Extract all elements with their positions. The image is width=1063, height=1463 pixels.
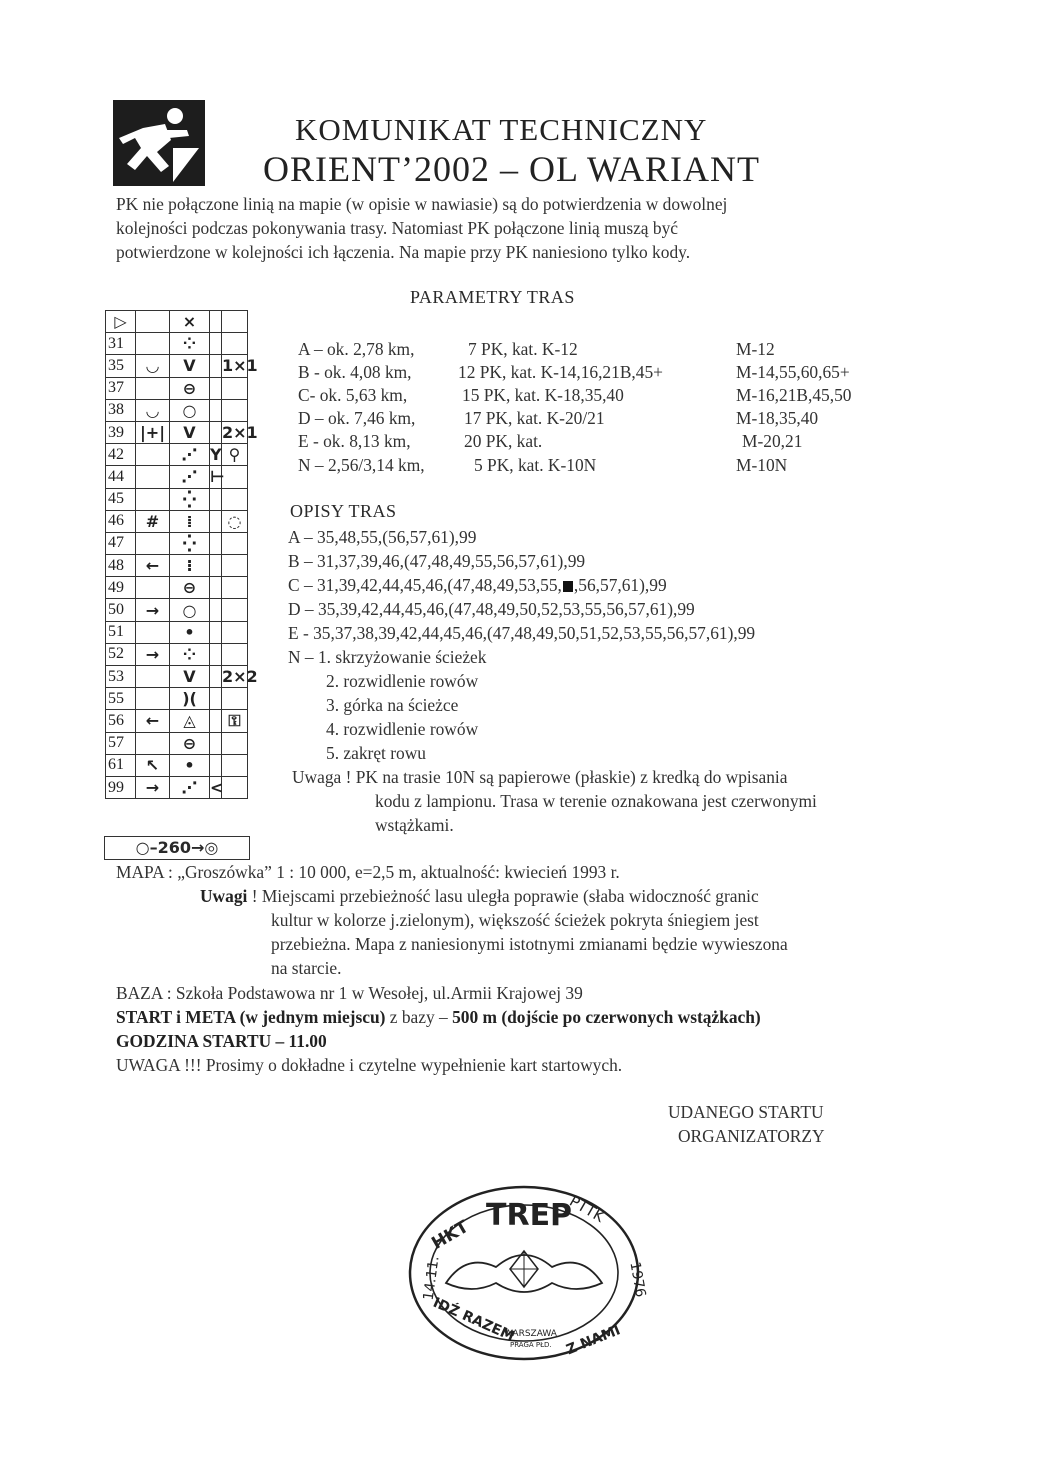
control-code: 52 bbox=[106, 643, 136, 665]
start-distance-bold: 500 m (dojście po czerwonych wstążkach) bbox=[452, 1007, 761, 1027]
finish-distance-row: ○–260→◎ bbox=[104, 836, 250, 860]
description-symbol-c2: ⋰ bbox=[170, 466, 210, 488]
description-symbol-c1: ← bbox=[136, 710, 170, 732]
opisy-title: OPISY TRAS bbox=[290, 501, 397, 521]
control-code: 45 bbox=[106, 488, 136, 510]
uwagi-first-line bbox=[200, 886, 759, 907]
control-code: 39 bbox=[106, 421, 136, 443]
description-symbol-c3 bbox=[210, 532, 222, 554]
black-square-icon bbox=[563, 581, 573, 592]
control-code: 38 bbox=[106, 399, 136, 421]
uwagi-label: Uwagi bbox=[200, 886, 248, 906]
route-description: D – 35,39,42,44,45,46,(47,48,49,50,52,53,55,56,57,61),99 bbox=[288, 599, 695, 619]
description-symbol-c1 bbox=[136, 488, 170, 510]
route-description: N – 1. skrzyżowanie ścieżek bbox=[288, 647, 487, 667]
control-description-row bbox=[106, 532, 248, 554]
description-symbol-c1 bbox=[136, 621, 170, 643]
route-description: B – 31,37,39,46,(47,48,49,55,56,57,61),99 bbox=[288, 551, 586, 571]
route-description bbox=[288, 575, 667, 596]
description-symbol-c2: ⋰ bbox=[170, 776, 210, 798]
closing-line: UDANEGO STARTU bbox=[668, 1102, 824, 1122]
description-symbol-c1: # bbox=[136, 510, 170, 532]
stamp-city: WARSZAWA bbox=[504, 1329, 557, 1339]
description-symbol-c4 bbox=[222, 599, 248, 621]
description-symbol-c2: ⊖ bbox=[170, 732, 210, 754]
description-symbol-c2: V bbox=[170, 421, 210, 443]
orienteering-logo-icon bbox=[113, 100, 205, 186]
description-symbol-c1: → bbox=[136, 643, 170, 665]
description-symbol-c4 bbox=[222, 399, 248, 421]
route-length: A – ok. 2,78 km, bbox=[298, 339, 415, 359]
control-code: 37 bbox=[106, 377, 136, 399]
description-symbol-c3 bbox=[210, 666, 222, 688]
description-symbol-c2: ⋰ bbox=[170, 444, 210, 466]
description-symbol-c2: )( bbox=[170, 688, 210, 710]
control-code: 56 bbox=[106, 710, 136, 732]
control-code: 61 bbox=[106, 754, 136, 776]
description-symbol-c4 bbox=[222, 377, 248, 399]
club-stamp bbox=[406, 1183, 649, 1363]
baza-info: BAZA : Szkoła Podstawowa nr 1 w Wesołej, ul.Armii Krajowej 39 bbox=[116, 983, 583, 1003]
description-symbol-c3 bbox=[210, 377, 222, 399]
start-meta-info bbox=[116, 1007, 761, 1028]
control-code: 49 bbox=[106, 577, 136, 599]
route-length: N – 2,56/3,14 km, bbox=[298, 455, 425, 475]
control-description-row bbox=[106, 488, 248, 510]
description-symbol-c4: 1×1 bbox=[222, 356, 258, 376]
control-code: 55 bbox=[106, 688, 136, 710]
control-description-row bbox=[106, 688, 248, 710]
description-symbol-c3 bbox=[210, 643, 222, 665]
description-symbol-c3 bbox=[210, 732, 222, 754]
description-symbol-c3 bbox=[210, 555, 222, 577]
route-pk: 15 PK, kat. K-18,35,40 bbox=[462, 385, 624, 405]
route-pk: 20 PK, kat. bbox=[464, 431, 543, 451]
uwagi-line: na starcie. bbox=[271, 958, 342, 978]
description-symbol-c4 bbox=[222, 532, 248, 554]
control-description-row bbox=[106, 421, 248, 443]
stamp-hkt: HKT bbox=[428, 1216, 473, 1254]
parametry-title: PARAMETRY TRAS bbox=[410, 287, 575, 307]
description-symbol-c3 bbox=[210, 333, 222, 355]
description-symbol-c4: 2×2 bbox=[222, 667, 258, 687]
control-code: 35 bbox=[106, 355, 136, 377]
description-symbol-c1 bbox=[136, 532, 170, 554]
control-code: 44 bbox=[106, 466, 136, 488]
control-description-row bbox=[106, 377, 248, 399]
description-symbol-c3 bbox=[210, 355, 222, 377]
uwagi-line: przebieżna. Mapa z naniesionymi istotnymi zmianami będzie wywieszona bbox=[271, 934, 788, 954]
route-pk: 5 PK, kat. K-10N bbox=[474, 455, 597, 475]
control-description-sheet bbox=[105, 310, 258, 837]
control-description-row bbox=[106, 621, 248, 643]
control-description-row bbox=[106, 444, 248, 466]
description-symbol-c4 bbox=[222, 577, 248, 599]
description-symbol-c2: ⊖ bbox=[170, 377, 210, 399]
description-symbol-c2: ⁛ bbox=[170, 488, 210, 510]
control-code: 47 bbox=[106, 532, 136, 554]
control-cross-icon: ⨯ bbox=[170, 311, 210, 333]
description-symbol-c1 bbox=[136, 333, 170, 355]
description-symbol-c3: Y bbox=[210, 445, 222, 465]
description-symbol-c1 bbox=[136, 577, 170, 599]
description-symbol-c2: • bbox=[170, 621, 210, 643]
description-symbol-c4: ◌ bbox=[222, 510, 248, 532]
control-code: 46 bbox=[106, 510, 136, 532]
description-symbol-c3 bbox=[210, 621, 222, 643]
route-description: E - 35,37,38,39,42,44,45,46,(47,48,49,50,51,52,53,55,56,57,61),99 bbox=[288, 623, 756, 643]
uwaga-note: kodu z lampionu. Trasa w terenie oznakowana jest czerwonymi bbox=[375, 791, 817, 811]
description-symbol-c4 bbox=[222, 688, 248, 710]
route-m: M-10N bbox=[736, 455, 788, 475]
route-m: M-20,21 bbox=[742, 431, 803, 451]
description-symbol-c4 bbox=[222, 488, 248, 510]
title-line-1: KOMUNIKAT TECHNICZNY bbox=[295, 112, 708, 147]
route-n-point: 3. górka na ścieżce bbox=[326, 695, 459, 715]
route-pk: 17 PK, kat. K-20/21 bbox=[464, 408, 605, 428]
route-n-point: 4. rozwidlenie rowów bbox=[326, 719, 479, 739]
control-description-row bbox=[106, 710, 248, 732]
description-symbol-c1 bbox=[136, 688, 170, 710]
description-symbol-c1: → bbox=[136, 776, 170, 798]
description-symbol-c4 bbox=[222, 643, 248, 665]
description-symbol-c4 bbox=[222, 754, 248, 776]
control-code: 42 bbox=[106, 444, 136, 466]
stamp-district: PRAGA PŁD. bbox=[510, 1341, 552, 1349]
description-symbol-c1: ◡ bbox=[136, 355, 170, 377]
route-n-point: 2. rozwidlenie rowów bbox=[326, 671, 479, 691]
description-symbol-c1: |+| bbox=[136, 421, 170, 443]
description-symbol-c1 bbox=[136, 377, 170, 399]
description-symbol-c4 bbox=[222, 555, 248, 577]
stamp-z-nami: Z NAMI bbox=[564, 1322, 623, 1359]
description-symbol-c2: ○ bbox=[170, 599, 210, 621]
closing-line: ORGANIZATORZY bbox=[678, 1126, 825, 1146]
uwaga-note: wstążkami. bbox=[375, 815, 454, 835]
route-length: B - ok. 4,08 km, bbox=[298, 362, 412, 382]
uwaga-note: Uwaga ! PK na trasie 10N są papierowe (płaskie) z kredką do wpisania bbox=[292, 767, 788, 787]
description-symbol-c3 bbox=[210, 599, 222, 621]
start-meta-text: z bazy – bbox=[385, 1007, 453, 1027]
stamp-idz-razem: IDŹ RAZEM bbox=[430, 1294, 517, 1345]
control-description-row bbox=[106, 466, 248, 488]
route-pk: 12 PK, kat. K-14,16,21B,45+ bbox=[458, 362, 663, 382]
description-symbol-c4 bbox=[222, 776, 248, 798]
description-symbol-c2: • bbox=[170, 754, 210, 776]
control-code: 51 bbox=[106, 621, 136, 643]
description-symbol-c2: ⁘ bbox=[170, 643, 210, 665]
description-symbol-c3 bbox=[210, 754, 222, 776]
uwagi-text: ! Miejscami przebieżność lasu uległa poprawie (słaba widoczność granic bbox=[247, 886, 759, 906]
control-description-row bbox=[106, 577, 248, 599]
control-code: 99 bbox=[106, 776, 136, 798]
description-symbol-c2: ⁝ bbox=[170, 555, 210, 577]
route-m: M-18,35,40 bbox=[736, 408, 819, 428]
control-description-row bbox=[106, 732, 248, 754]
route-length: D – ok. 7,46 km, bbox=[298, 408, 416, 428]
description-symbol-c4: 2×1 bbox=[222, 423, 258, 443]
description-symbol-c3 bbox=[210, 421, 222, 443]
description-symbol-c3 bbox=[210, 510, 222, 532]
route-description-part: ,56,57,61),99 bbox=[573, 575, 667, 595]
route-length: E - ok. 8,13 km, bbox=[298, 431, 411, 451]
stamp-pttk: PTTK bbox=[566, 1191, 608, 1226]
control-description-row bbox=[106, 666, 248, 688]
description-symbol-c2: ⁘ bbox=[170, 333, 210, 355]
control-code: 50 bbox=[106, 599, 136, 621]
description-symbol-c2: V bbox=[170, 355, 210, 377]
control-description-row bbox=[106, 643, 248, 665]
control-description-row bbox=[106, 754, 248, 776]
control-description-row bbox=[106, 399, 248, 421]
control-description-row bbox=[106, 555, 248, 577]
route-pk: 7 PK, kat. K-12 bbox=[468, 339, 578, 359]
intro-line: potwierdzone w kolejności ich łączenia. Na mapie przy PK naniesiono tylko kody. bbox=[116, 242, 691, 262]
control-description-row bbox=[106, 510, 248, 532]
control-code: 48 bbox=[106, 555, 136, 577]
title-line-2: ORIENT’2002 – OL WARIANT bbox=[263, 149, 760, 189]
stamp-year: 1976 bbox=[626, 1260, 649, 1299]
intro-line: PK nie połączone linią na mapie (w opisie w nawiasie) są do potwierdzenia w dowolnej bbox=[116, 194, 728, 214]
intro-line: kolejności podczas pokonywania trasy. Natomiast PK połączone linią muszą być bbox=[116, 218, 678, 238]
description-symbol-c1 bbox=[136, 732, 170, 754]
description-symbol-c3 bbox=[210, 577, 222, 599]
description-symbol-c3 bbox=[210, 688, 222, 710]
description-symbol-c4: ⚿ bbox=[222, 710, 248, 732]
description-symbol-c3 bbox=[210, 488, 222, 510]
description-header-row bbox=[106, 311, 248, 333]
control-code: 53 bbox=[106, 666, 136, 688]
control-description-row bbox=[106, 333, 248, 355]
description-symbol-c3 bbox=[210, 399, 222, 421]
uwaga-final: UWAGA !!! Prosimy o dokładne i czytelne wypełnienie kart startowych. bbox=[116, 1055, 623, 1075]
route-m: M-14,55,60,65+ bbox=[736, 362, 850, 382]
description-symbol-c1: ← bbox=[136, 555, 170, 577]
control-description-row bbox=[106, 355, 248, 377]
description-symbol-c3 bbox=[210, 710, 222, 732]
description-symbol-c2: V bbox=[170, 666, 210, 688]
stamp-trep: TREP bbox=[486, 1198, 573, 1233]
description-symbol-c2: ◬ bbox=[170, 710, 210, 732]
godzina-startu: GODZINA STARTU – 11.00 bbox=[116, 1031, 327, 1051]
description-symbol-c1: ◡ bbox=[136, 399, 170, 421]
route-m: M-12 bbox=[736, 339, 775, 359]
mapa-info: MAPA : „Groszówka” 1 : 10 000, e=2,5 m, aktualność: kwiecień 1993 r. bbox=[116, 862, 620, 882]
description-symbol-c2: ⁞ bbox=[170, 510, 210, 532]
route-n-point: 5. zakręt rowu bbox=[326, 743, 426, 763]
description-symbol-c2: ⁛ bbox=[170, 532, 210, 554]
stamp-date: 14.11. bbox=[420, 1255, 443, 1302]
start-triangle-icon: ▷ bbox=[106, 311, 136, 333]
description-symbol-c1 bbox=[136, 666, 170, 688]
description-symbol-c4 bbox=[222, 732, 248, 754]
description-symbol-c4 bbox=[222, 466, 248, 488]
route-m: M-16,21B,45,50 bbox=[736, 385, 852, 405]
control-code: 31 bbox=[106, 333, 136, 355]
route-length: C- ok. 5,63 km, bbox=[298, 385, 408, 405]
description-symbol-c2: ○ bbox=[170, 399, 210, 421]
control-description-row bbox=[106, 599, 248, 621]
description-symbol-c1: → bbox=[136, 599, 170, 621]
uwagi-line: kultur w kolorze j.zielonym), większość ścieżek pokryta śniegiem jest bbox=[271, 910, 759, 930]
description-symbol-c1 bbox=[136, 466, 170, 488]
description-symbol-c2: ⊖ bbox=[170, 577, 210, 599]
description-symbol-c4 bbox=[222, 333, 248, 355]
control-code: 57 bbox=[106, 732, 136, 754]
description-symbol-c3: ⊢ bbox=[210, 467, 225, 487]
start-meta-bold: START i META (w jednym miejscu) bbox=[116, 1007, 386, 1027]
description-symbol-c1 bbox=[136, 444, 170, 466]
route-description-part: C – 31,39,42,44,45,46,(47,48,49,53,55, bbox=[288, 575, 562, 595]
description-symbol-c3: < bbox=[210, 778, 224, 798]
description-symbol-c4 bbox=[222, 621, 248, 643]
intro-paragraph bbox=[116, 192, 876, 264]
route-description: A – 35,48,55,(56,57,61),99 bbox=[288, 527, 477, 547]
description-symbol-c1: ↖ bbox=[136, 754, 170, 776]
control-description-row bbox=[106, 776, 248, 798]
description-symbol-c4: ⚲ bbox=[222, 444, 248, 466]
